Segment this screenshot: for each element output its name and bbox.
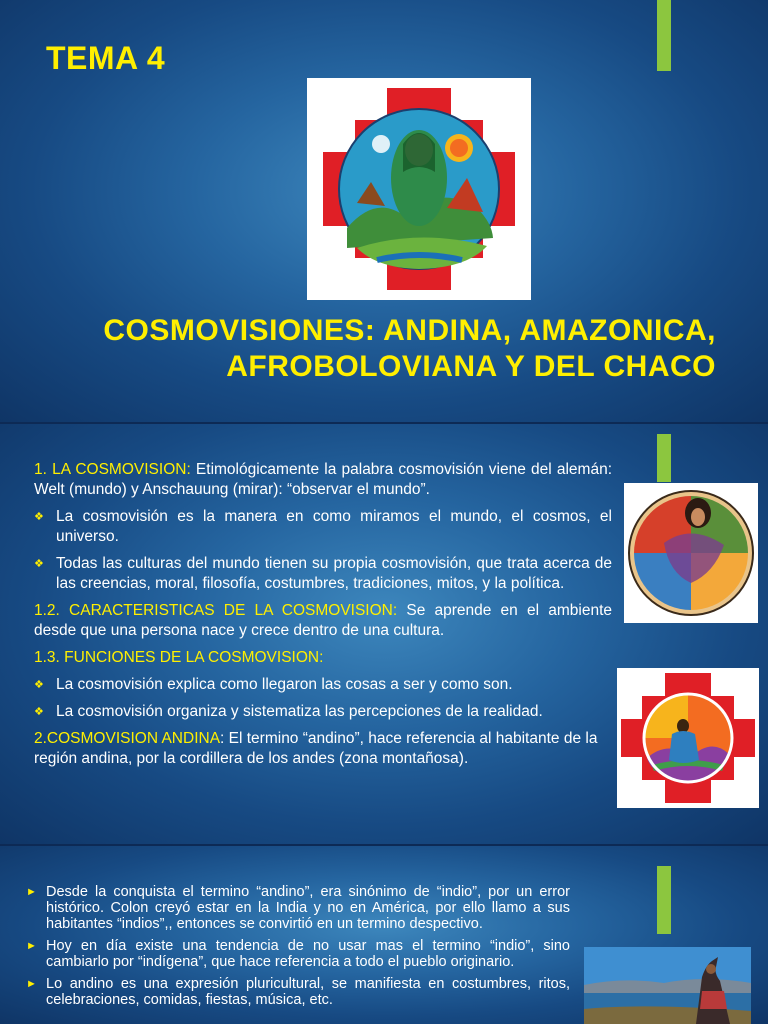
list-item: [26, 884, 570, 932]
section-label: 2.COSMOVISION ANDINA: [34, 730, 221, 747]
list-item: [34, 554, 612, 594]
accent-bar: [657, 434, 671, 482]
slide-3: [0, 846, 768, 1024]
list-item-text: Lo andino es una expresión pluricultural, se manifiesta en costumbres, ritos, celebraciones, comidas, fiestas, música, etc.: [46, 976, 570, 1008]
paragraph-funciones: [34, 648, 612, 668]
triangle-bullet-icon: ►: [26, 940, 37, 952]
slide-heading: TEMA 4: [46, 40, 166, 76]
diamond-bullet-icon: ❖: [34, 511, 44, 523]
diamond-bullet-icon: ❖: [34, 706, 44, 718]
section-label: 1.2. CARACTERISTICAS DE LA COSMOVISION:: [34, 602, 398, 619]
section-label: 1.3. FUNCIONES DE LA COSMOVISION:: [34, 649, 324, 666]
paragraph-text: : El termino “andino”, hace referencia al habitante de la región andina, por la cordillera de los andes (zona montañosa).: [34, 730, 598, 767]
list-item-text: Hoy en día existe una tendencia de no usar mas el termino “indio”, sino cambiarlo por “indígena”, que hace referencia a todo el pueblo originario.: [46, 938, 570, 970]
triangle-bullet-icon: ►: [26, 978, 37, 990]
chakana-woman-image: [617, 668, 759, 808]
triangle-bullet-icon: ►: [26, 886, 37, 898]
slide-2-body: [34, 460, 612, 776]
chakana-cross-icon: [307, 78, 531, 300]
andean-lake-photo: [584, 947, 751, 1024]
list-item-text: La cosmovisión explica como llegaron las cosas a ser y como son.: [56, 676, 513, 693]
andean-mural-icon: [624, 483, 758, 623]
list-item-text: La cosmovisión es la manera en como miramos el mundo, el cosmos, el universo.: [56, 508, 612, 545]
paragraph-text: Se aprende en el ambiente desde que una persona nace y crece dentro de una cultura.: [34, 602, 612, 639]
slide-2: [0, 424, 768, 844]
list-item-text: La cosmovisión organiza y sistematiza las percepciones de la realidad.: [56, 703, 543, 720]
andean-mural-image: [624, 483, 758, 623]
paragraph-caracteristicas: [34, 601, 612, 641]
list-item-text: Desde la conquista el termino “andino”, era sinónimo de “indio”, por un error histórico. Colon creyó estar en la India y no en América, por ello llamo a sus habitantes “indios”,, entonces se convirtió en un termino despectivo.: [46, 884, 570, 932]
diamond-bullet-icon: ❖: [34, 558, 44, 570]
accent-bar: [657, 866, 671, 934]
list-item: [34, 702, 612, 722]
list-item: [34, 675, 612, 695]
title-line-1: COSMOVISIONES: ANDINA, AMAZONICA,: [103, 314, 716, 347]
list-item: [26, 938, 570, 970]
slide-1: [0, 0, 768, 422]
accent-bar: [657, 0, 671, 71]
section-label: 1. LA COSMOVISION:: [34, 461, 191, 478]
andean-landscape-icon: [584, 947, 751, 1024]
list-item: [34, 507, 612, 547]
title-line-2: AFROBOLOVIANA Y DEL CHACO: [226, 350, 716, 383]
diamond-bullet-icon: ❖: [34, 679, 44, 691]
list-item: [26, 976, 570, 1008]
paragraph-cosmovision: [34, 460, 612, 500]
paragraph-andina: [34, 729, 612, 769]
chakana-mural-image: [307, 78, 531, 300]
slide-3-body: [26, 884, 570, 1014]
paragraph-text: Etimológicamente la palabra cosmovisión viene del alemán: Welt (mundo) y Anschauung (mirar): “observar el mundo”.: [34, 461, 613, 498]
presentation-title: [103, 313, 716, 385]
list-item-text: Todas las culturas del mundo tienen su propia cosmovisión, que trata acerca de las creencias, moral, filosofía, costumbres, tradiciones, mitos, y la política.: [56, 555, 612, 592]
chakana-woman-icon: [617, 668, 759, 808]
